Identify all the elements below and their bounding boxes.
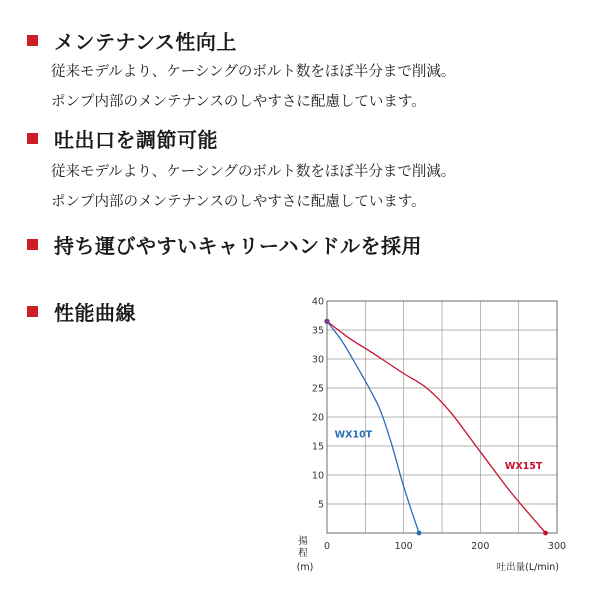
chart-series	[324, 319, 547, 536]
body-line: 従来モデルより、ケーシングのボルト数をほぼ半分まで削減。	[51, 164, 456, 180]
body-line: 従来モデルより、ケーシングのボルト数をほぼ半分まで削減。	[51, 64, 456, 80]
y-tick-label: 20	[311, 412, 324, 424]
x-tick-label: 200	[471, 541, 490, 552]
section-title: 吐出口を調節可能	[54, 128, 218, 152]
y-tick-label: 35	[311, 325, 324, 337]
section-title: 性能曲線	[54, 301, 136, 325]
y-tick-label: 25	[311, 383, 324, 395]
x-tick-label: 300	[547, 541, 567, 552]
x-tick-label: 100	[394, 541, 413, 552]
chart-labels	[297, 429, 559, 573]
y-tick-label: 30	[311, 354, 324, 366]
body-line: ポンプ内部のメンテナンスのしやすさに配慮しています。	[51, 194, 426, 210]
y-axis-label-char: 揚	[298, 536, 308, 547]
series-label-wx10t: WX10T	[334, 429, 373, 441]
section-title: メンテナンス性向上	[54, 30, 237, 54]
y-tick-label: 40	[311, 296, 324, 308]
y-tick-label: 10	[311, 470, 324, 482]
series-end-point-wx10t	[417, 531, 422, 536]
y-tick-label: 5	[317, 499, 324, 511]
x-axis-label: 吐出量(L/min)	[496, 562, 559, 573]
series-label-wx15t: WX15T	[504, 461, 543, 473]
x-tick-label: 0	[323, 541, 331, 552]
y-tick-label: 15	[311, 441, 324, 453]
body-line: ポンプ内部のメンテナンスのしやすさに配慮しています。	[51, 94, 426, 110]
series-end-point-wx15t	[543, 531, 548, 536]
series-start-point-wx15t	[324, 319, 329, 324]
y-axis-label-char: 程	[298, 548, 308, 559]
section-title: 持ち運びやすいキャリーハンドルを採用	[54, 234, 422, 258]
series-line-wx15t	[327, 321, 546, 533]
chart-ticks	[312, 297, 566, 553]
y-axis-unit: (m)	[296, 562, 314, 573]
chart-grid	[327, 301, 557, 533]
